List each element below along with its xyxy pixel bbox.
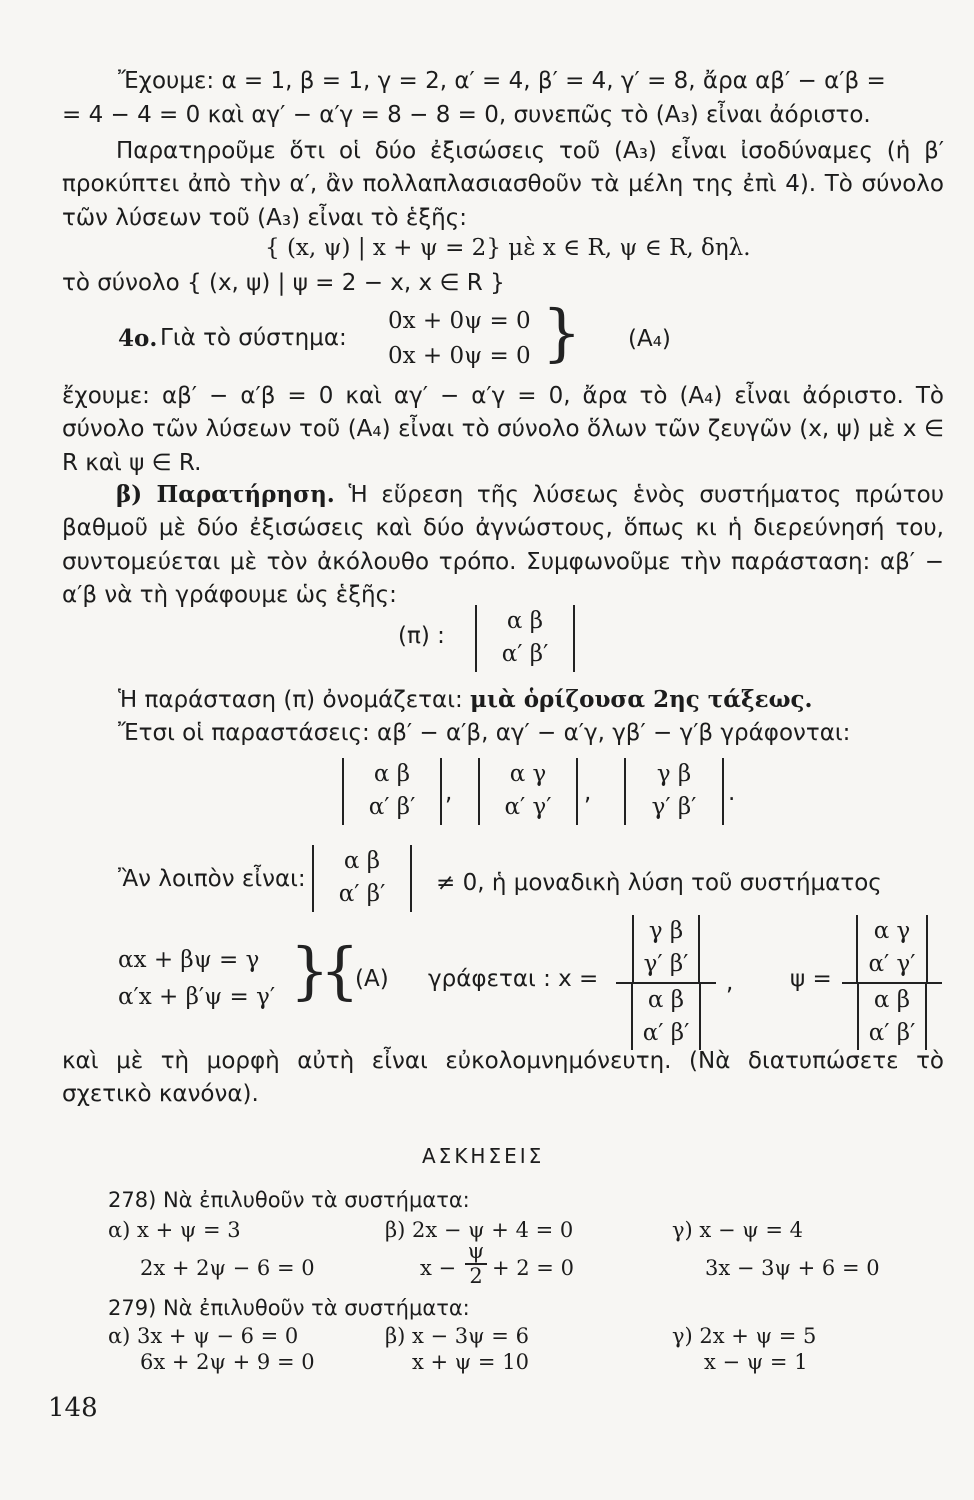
definition-term: μιὰ ὁρίζουσα 2ης τάξεως. bbox=[470, 686, 813, 713]
right-brace-icon: } bbox=[290, 934, 330, 1007]
det-row: α′ γ′ bbox=[868, 951, 916, 978]
exercise-278-heading: 278) Νὰ ἐπιλυθοῦν τὰ συστήματα: bbox=[108, 1188, 470, 1212]
det-row: α γ bbox=[509, 761, 547, 787]
expressions-line: Ἔτσι οἱ παραστάσεις: αβ′ − α′β, αγ′ − α′γ, γβ′ − γ′β γράφονται: bbox=[118, 720, 851, 746]
det-row: γ′ β′ bbox=[643, 951, 689, 978]
det-row: γ β bbox=[648, 918, 684, 944]
exercise-278b-eq2-left: x − bbox=[420, 1256, 457, 1280]
fraction-psi bbox=[842, 915, 942, 1050]
page-number: 148 bbox=[48, 1393, 98, 1423]
determinant-1 bbox=[342, 758, 442, 825]
exercise-278g-eq1: γ) x − ψ = 4 bbox=[672, 1218, 803, 1242]
det-row: α′ β′ bbox=[338, 881, 386, 908]
system-a-name: (Α) bbox=[355, 966, 389, 992]
determinant-d bbox=[857, 984, 928, 1051]
system-a-equation-2: α′x + β′ψ = γ′ bbox=[118, 984, 276, 1010]
det-row: α β bbox=[373, 761, 411, 787]
determinant-pi bbox=[475, 605, 575, 672]
exercise-279a-eq1: α) 3x + ψ − 6 = 0 bbox=[108, 1324, 299, 1348]
system-a4-equation-2: 0x + 0ψ = 0 bbox=[388, 343, 531, 369]
system-a-equation-1: αx + βψ = γ bbox=[118, 947, 260, 973]
text-line-1: Ἔχουμε: α = 1, β = 1, γ = 2, α′ = 4, β′ = 4, γ′ = 8, ἄρα αβ′ − α′β = bbox=[118, 68, 886, 94]
solution-set-1: { (x, ψ) | x + ψ = 2} μὲ x ∈ R, ψ ∈ R, δηλ. bbox=[265, 235, 751, 261]
system-a4-name: (Α₄) bbox=[628, 326, 671, 352]
exercise-278a-eq1: α) x + ψ = 3 bbox=[108, 1218, 241, 1242]
remark-text: Ἡ εὕρεση τῆς λύσεως ἑνὸς συστήματος πρώτου βαθμοῦ μὲ δύο ἐξισώσεις καὶ δύο ἀγνώστους, ὅπως κι ἡ διερεύνησή του, συντομεύεται μὲ τὸν ἀκόλουθο τρόπο. Συμφωνοῦμε τὴν παράσταση: αβ′ − α′β νὰ τὴ γράφουμε ὡς ἑξῆς: bbox=[62, 482, 945, 609]
right-brace-icon: } bbox=[542, 296, 582, 369]
det-row: α β bbox=[873, 986, 911, 1013]
case-4-label: 4ο. bbox=[118, 325, 158, 352]
remark-label: β) Παρατήρηση. bbox=[116, 481, 335, 508]
det-row: γ′ β′ bbox=[651, 794, 697, 821]
condition-result: ≠ 0, ἡ μοναδικὴ λύση τοῦ συστήματος bbox=[436, 870, 882, 896]
solution-set-2: τὸ σύνολο { (x, ψ) | ψ = 2 − x, x ∈ R } bbox=[62, 270, 505, 296]
paragraph-remark bbox=[62, 478, 944, 612]
det-row: α′ β′ bbox=[368, 794, 416, 821]
determinant-definition bbox=[118, 686, 813, 715]
exercise-278g-eq2: 3x − 3ψ + 6 = 0 bbox=[705, 1256, 880, 1280]
determinant-dpsi bbox=[856, 915, 927, 982]
paragraph-a4-solution: ἔχουμε: αβ′ − α′β = 0 καὶ αγ′ − α′γ = 0, ἄρα τὸ (Α₄) εἶναι ἀόριστο. Τὸ σύνολο τῶν λύσεων τοῦ (Α₄) εἶναι τὸ σύνολο ὅλων τῶν ζευγῶν (x, ψ) μὲ x ∈ R καὶ ψ ∈ R. bbox=[62, 383, 944, 476]
det-row: α β bbox=[343, 848, 381, 874]
text-line-2: = 4 − 4 = 0 καὶ αγ′ − α′γ = 8 − 8 = 0, συνεπῶς τὸ (Α₃) εἶναι ἀόριστο. bbox=[62, 102, 871, 128]
period: . bbox=[728, 780, 736, 806]
determinant-2 bbox=[478, 758, 578, 825]
comma: , bbox=[445, 780, 453, 806]
fraction-numerator: ψ bbox=[465, 1240, 487, 1265]
det-row: α γ bbox=[873, 918, 911, 944]
left-brace-icon: { bbox=[320, 934, 360, 1007]
exercise-279a-eq2: 6x + 2ψ + 9 = 0 bbox=[140, 1350, 315, 1374]
det-row: α′ β′ bbox=[868, 1020, 916, 1047]
condition-text: Ἂν λοιπὸν εἶναι: bbox=[118, 866, 306, 892]
psi-equals: ψ = bbox=[790, 966, 832, 992]
exercise-279b-eq2: x + ψ = 10 bbox=[412, 1350, 529, 1374]
determinant-3 bbox=[624, 758, 724, 825]
exercise-279g-eq2: x − ψ = 1 bbox=[704, 1350, 808, 1374]
exercise-279g-eq1: γ) 2x + ψ = 5 bbox=[672, 1324, 817, 1348]
pi-label: (π) : bbox=[398, 623, 445, 649]
fraction-psi-over-2 bbox=[465, 1240, 487, 1288]
determinant-condition bbox=[312, 845, 412, 912]
exercises-title: ΑΣΚΗΣΕΙΣ bbox=[422, 1144, 545, 1168]
fraction-x bbox=[616, 915, 716, 1050]
fraction-denominator bbox=[842, 984, 942, 1051]
fraction-denominator: 2 bbox=[469, 1264, 483, 1289]
exercise-279-heading: 279) Νὰ ἐπιλυθοῦν τὰ συστήματα: bbox=[108, 1296, 470, 1320]
det-row: α β bbox=[506, 608, 544, 634]
determinant-dx bbox=[632, 915, 701, 982]
case-4-text: Γιὰ τὸ σύστημα: bbox=[160, 325, 347, 351]
written-as-label: γράφεται : x = bbox=[428, 966, 599, 992]
exercise-278b-eq1: β) 2x − ψ + 4 = 0 bbox=[385, 1218, 574, 1242]
fraction-denominator bbox=[616, 984, 716, 1051]
determinant-d bbox=[631, 984, 702, 1051]
paragraph-equivalence: Παρατηροῦμε ὅτι οἱ δύο ἐξισώσεις τοῦ (Α₃) εἶναι ἰσοδύναμες (ἡ β′ προκύπτει ἀπὸ τὴν α′, ἂν πολλαπλασιασθοῦν τὰ μέλη της ἐπὶ 4). Τὸ σύνολο τῶν λύσεων τοῦ (Α₃) εἶναι τὸ ἑξῆς: bbox=[62, 138, 944, 231]
exercise-279b-eq1: β) x − 3ψ = 6 bbox=[385, 1324, 529, 1348]
comma: , bbox=[726, 970, 734, 996]
det-row: α′ β′ bbox=[642, 1020, 690, 1047]
det-row: α′ γ′ bbox=[504, 794, 552, 821]
fraction-numerator bbox=[616, 915, 716, 984]
exercise-278a-eq2: 2x + 2ψ − 6 = 0 bbox=[140, 1256, 315, 1280]
comma: , bbox=[584, 780, 592, 806]
det-row: α′ β′ bbox=[501, 641, 549, 668]
det-row: α β bbox=[647, 986, 685, 1013]
exercise-278b-eq2-right: + 2 = 0 bbox=[492, 1256, 574, 1280]
system-a4-equation-1: 0x + 0ψ = 0 bbox=[388, 308, 531, 334]
paragraph-rule: καὶ μὲ τὴ μορφὴ αὐτὴ εἶναι εὐκολομνημόνευτη. (Νὰ διατυπώσετε τὸ σχετικὸ κανόνα). bbox=[62, 1048, 944, 1108]
definition-text: Ἡ παράσταση (π) ὀνομάζεται: bbox=[118, 687, 463, 713]
fraction-numerator bbox=[842, 915, 942, 984]
det-row: γ β bbox=[656, 761, 692, 787]
